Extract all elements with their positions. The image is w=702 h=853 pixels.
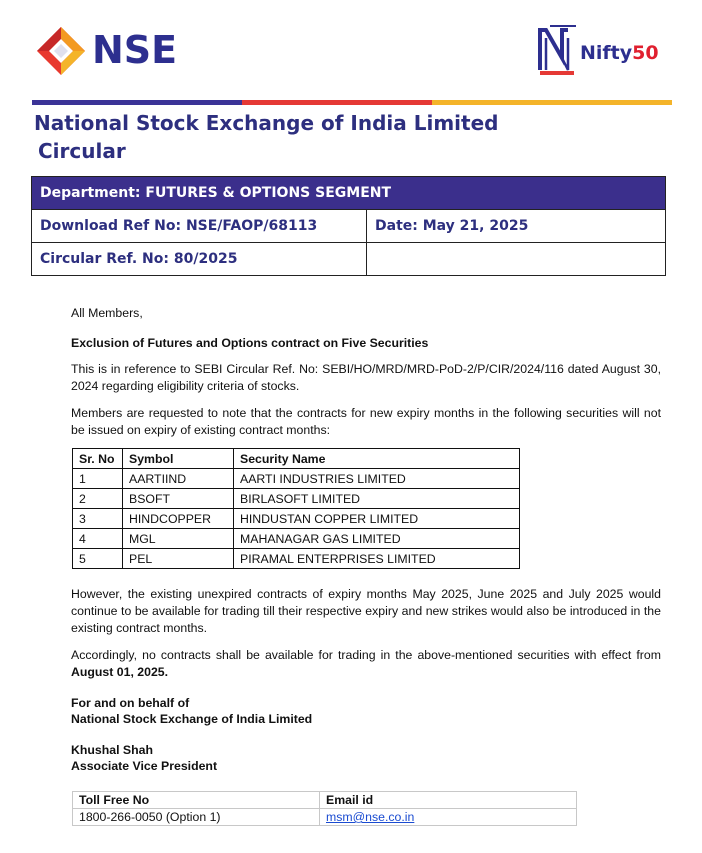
header-symbol: Symbol bbox=[123, 449, 234, 469]
securities-header-row bbox=[73, 449, 520, 469]
symbol-cell: HINDCOPPER bbox=[123, 509, 234, 529]
download-ref-cell: Download Ref No: NSE/FAOP/68113 bbox=[32, 210, 367, 243]
nse-logo-mark-icon bbox=[36, 26, 86, 76]
header-bar-blue bbox=[32, 100, 242, 105]
table-row bbox=[73, 509, 520, 529]
signature-behalf: For and on behalf of bbox=[71, 696, 190, 710]
sr-no-cell: 5 bbox=[73, 549, 123, 569]
salutation: All Members, bbox=[71, 306, 143, 320]
header-sr-no: Sr. No bbox=[73, 449, 123, 469]
table-row bbox=[73, 489, 520, 509]
empty-cell bbox=[367, 243, 666, 276]
page-title: National Stock Exchange of India Limited bbox=[34, 111, 499, 135]
toll-free-number: 1800-266-0050 (Option 1) bbox=[73, 809, 320, 826]
paragraph-effective-date bbox=[71, 647, 661, 681]
symbol-cell: AARTIIND bbox=[123, 469, 234, 489]
security-name-cell: HINDUSTAN COPPER LIMITED bbox=[234, 509, 520, 529]
nifty-word: Nifty bbox=[580, 42, 633, 64]
subject-line: Exclusion of Futures and Options contract on Five Securities bbox=[71, 336, 429, 350]
nifty50-logo bbox=[536, 24, 666, 78]
signatory-designation: Associate Vice President bbox=[71, 759, 218, 773]
sr-no-cell: 1 bbox=[73, 469, 123, 489]
email-link[interactable]: msm@nse.co.in bbox=[326, 810, 415, 824]
sr-no-cell: 4 bbox=[73, 529, 123, 549]
table-row bbox=[73, 469, 520, 489]
security-name-cell: MAHANAGAR GAS LIMITED bbox=[234, 529, 520, 549]
securities-table bbox=[72, 448, 520, 569]
header-security-name: Security Name bbox=[234, 449, 520, 469]
security-name-cell: BIRLASOFT LIMITED bbox=[234, 489, 520, 509]
table-row bbox=[73, 549, 520, 569]
effective-date: August 01, 2025. bbox=[71, 665, 169, 679]
paragraph-existing-contracts: However, the existing unexpired contracts of expiry months May 2025, June 2025 and July 2025 would continue to be available for trading till their respective expiry and new strikes would also be introduced in the existing contract months. bbox=[71, 587, 661, 635]
effective-date-text: Accordingly, no contracts shall be available for trading in the above-mentioned securities with effect from bbox=[71, 648, 661, 662]
page-subtitle: Circular bbox=[38, 139, 126, 163]
symbol-cell: MGL bbox=[123, 529, 234, 549]
date-cell: Date: May 21, 2025 bbox=[367, 210, 666, 243]
symbol-cell: PEL bbox=[123, 549, 234, 569]
symbol-cell: BSOFT bbox=[123, 489, 234, 509]
nifty-n-icon bbox=[536, 24, 578, 76]
nse-logo bbox=[36, 26, 186, 76]
nse-logo-text: NSE bbox=[92, 28, 178, 72]
paragraph-request: Members are requested to note that the contracts for new expiry months in the following securities will not be issued on expiry of existing contract months: bbox=[71, 406, 661, 437]
contact-table bbox=[72, 791, 577, 826]
department-cell: Department: FUTURES & OPTIONS SEGMENT bbox=[32, 177, 666, 210]
nifty-number: 50 bbox=[632, 42, 659, 64]
reference-table bbox=[31, 176, 666, 276]
sr-no-cell: 3 bbox=[73, 509, 123, 529]
table-row bbox=[73, 529, 520, 549]
header-bar-red bbox=[242, 100, 432, 105]
signature-organization: National Stock Exchange of India Limited bbox=[71, 712, 313, 726]
toll-free-label: Toll Free No bbox=[73, 792, 320, 809]
nifty50-text bbox=[580, 42, 659, 64]
paragraph-reference: This is in reference to SEBI Circular Ref. No: SEBI/HO/MRD/MRD-PoD-2/P/CIR/2024/116 dated August 30, 2024 regarding eligibility criteria of stocks. bbox=[71, 362, 661, 393]
header-bar-yellow bbox=[432, 100, 672, 105]
security-name-cell: AARTI INDUSTRIES LIMITED bbox=[234, 469, 520, 489]
email-cell bbox=[320, 809, 577, 826]
email-label: Email id bbox=[320, 792, 577, 809]
circular-ref-cell: Circular Ref. No: 80/2025 bbox=[32, 243, 367, 276]
signatory-name: Khushal Shah bbox=[71, 743, 153, 757]
sr-no-cell: 2 bbox=[73, 489, 123, 509]
security-name-cell: PIRAMAL ENTERPRISES LIMITED bbox=[234, 549, 520, 569]
